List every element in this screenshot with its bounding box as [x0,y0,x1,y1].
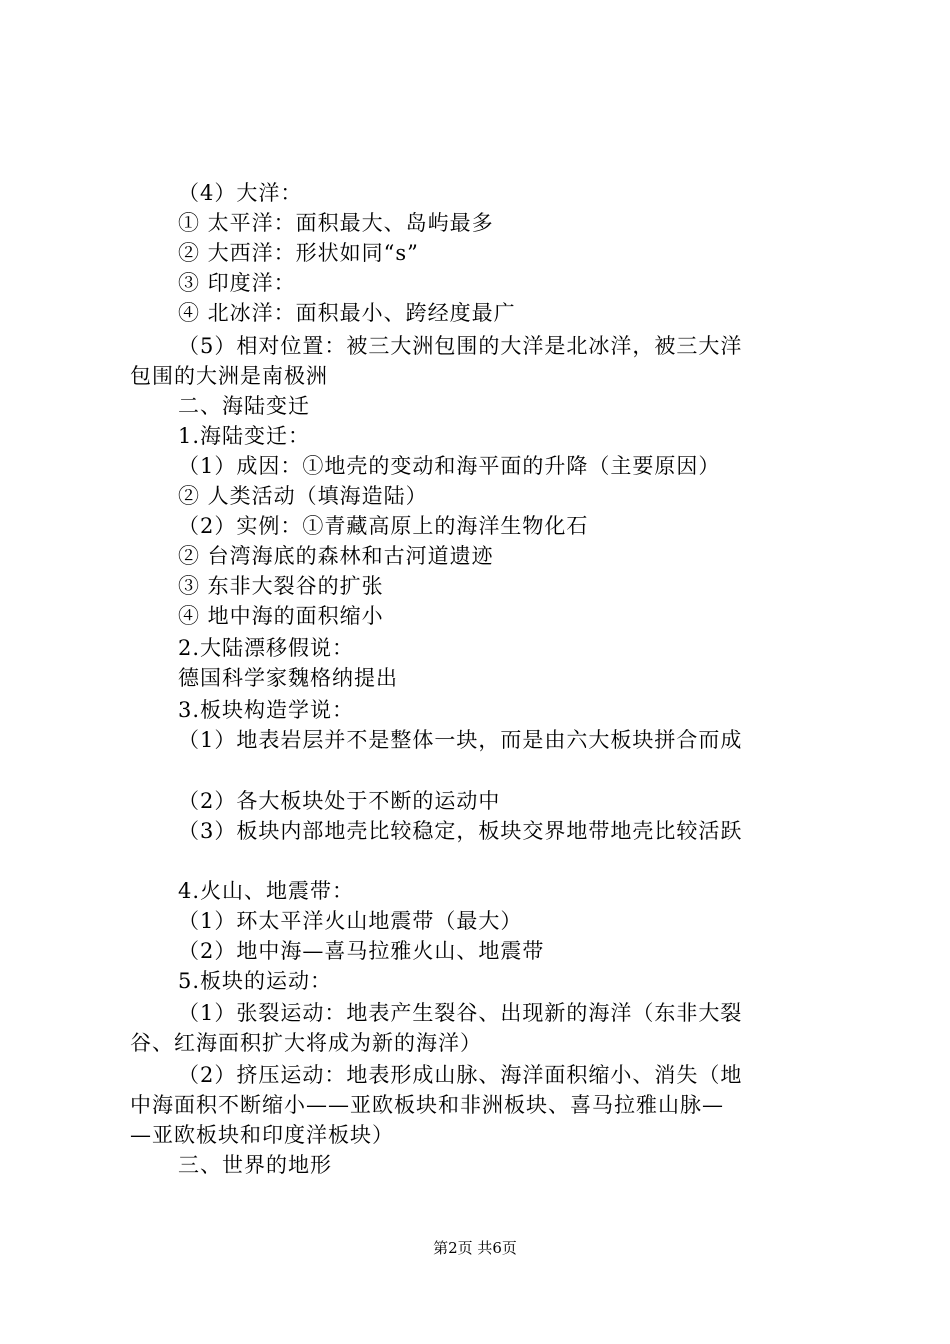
text-line: ④ 北冰洋：面积最小、跨经度最广 [178,301,516,325]
text-line: 3.板块构造学说： [178,698,355,722]
text-line: 4.火山、地震带： [178,879,355,903]
text-line: （1）地表岩层并不是整体一块，而是由六大板块拼合而成 [178,728,743,752]
text-line: ③ 东非大裂谷的扩张 [178,574,384,598]
text-line: ④ 地中海的面积缩小 [178,604,384,628]
text-line: ② 大西洋：形状如同“s” [178,241,419,265]
text-line: （2）挤压运动：地表形成山脉、海洋面积缩小、消失（地 [178,1063,743,1087]
text-line: 1.海陆变迁： [178,424,311,448]
text-line: ① 太平洋：面积最大、岛屿最多 [178,211,494,235]
section-heading: 二、海陆变迁 [178,394,310,418]
text-line: 中海面积不断缩小——亚欧板块和非洲板块、喜马拉雅山脉— [130,1093,724,1117]
text-line: ② 人类活动（填海造陆） [178,484,428,508]
section-heading: 三、世界的地形 [178,1153,332,1177]
text-line: （2）地中海—喜马拉雅火山、地震带 [178,939,545,963]
text-line: 5.板块的运动： [178,969,333,993]
text-line: 包围的大洲是南极洲 [130,364,328,388]
text-line: （3）板块内部地壳比较稳定，板块交界地带地壳比较活跃 [178,819,743,843]
text-line: （4）大洋： [178,181,303,205]
text-line: （5）相对位置：被三大洲包围的大洋是北冰洋，被三大洋 [178,334,743,358]
text-line: （1）张裂运动：地表产生裂谷、出现新的海洋（东非大裂 [178,1001,743,1025]
text-line: 谷、红海面积扩大将成为新的海洋） [130,1031,482,1055]
text-line: （1）成因：①地壳的变动和海平面的升降（主要原因） [178,454,721,478]
text-line: 德国科学家魏格纳提出 [178,666,398,690]
text-line: —亚欧板块和印度洋板块） [130,1123,394,1147]
text-line: （1）环太平洋火山地震带（最大） [178,909,523,933]
text-line: ② 台湾海底的森林和古河道遗迹 [178,544,494,568]
text-line: ③ 印度洋： [178,271,296,295]
text-line: （2）实例：①青藏高原上的海洋生物化石 [178,514,589,538]
page-number-footer: 第2页 共6页 [433,1239,517,1257]
text-line: （2）各大板块处于不断的运动中 [178,789,501,813]
text-line: 2.大陆漂移假说： [178,636,355,660]
